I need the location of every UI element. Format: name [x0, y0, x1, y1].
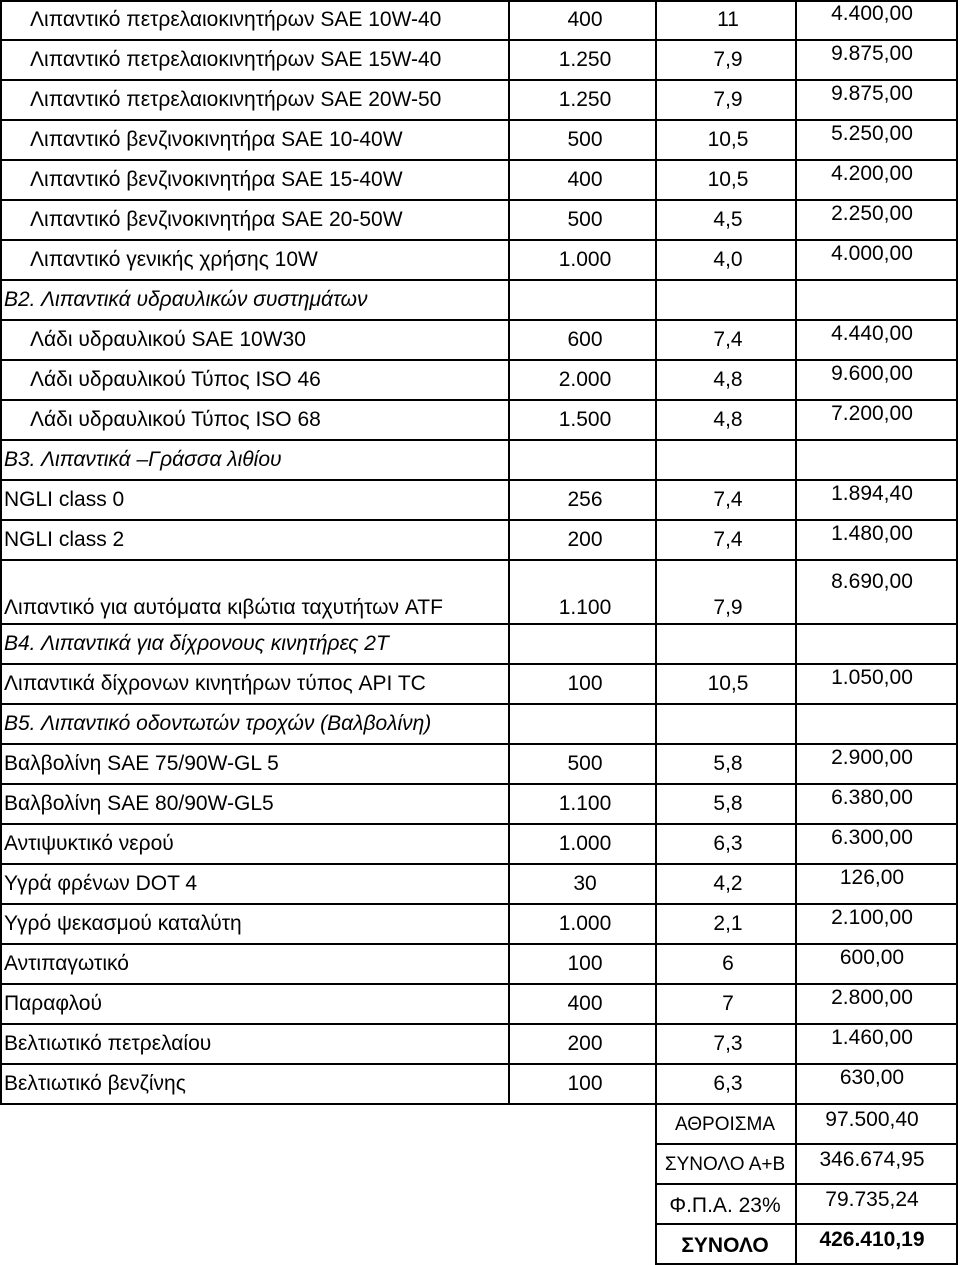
item-unit-price: 7,3 — [713, 1032, 743, 1055]
row-divider — [0, 743, 958, 745]
item-quantity: 400 — [567, 992, 603, 1015]
section-heading-row — [0, 440, 960, 480]
row-divider — [0, 943, 958, 945]
item-quantity: 200 — [567, 1032, 603, 1055]
row-divider — [0, 703, 958, 705]
row-divider — [0, 519, 958, 521]
item-description: Λάδι υδραυλικού Τύπος ISO 68 — [30, 408, 321, 431]
item-unit-price: 7,9 — [713, 48, 743, 71]
item-quantity: 100 — [567, 952, 603, 975]
section-title: Β3. Λιπαντικά –Γράσσα λιθίου — [4, 448, 282, 471]
table-row — [0, 480, 960, 520]
item-quantity: 600 — [567, 328, 603, 351]
row-divider — [0, 663, 958, 665]
item-description: Βαλβολίνη SAE 80/90W-GL5 — [4, 792, 274, 815]
item-unit-price: 10,5 — [707, 128, 749, 151]
table-row — [0, 984, 960, 1024]
row-divider — [0, 279, 958, 281]
table-row — [0, 0, 960, 40]
item-unit-price: 7,4 — [713, 328, 743, 351]
item-unit-price: 10,5 — [707, 672, 749, 695]
row-divider — [0, 783, 958, 785]
row-divider — [0, 79, 958, 81]
item-unit-price: 7,4 — [713, 488, 743, 511]
item-total: 4.440,00 — [831, 322, 913, 345]
item-description: Βαλβολίνη SAE 75/90W-GL 5 — [4, 752, 279, 775]
item-quantity: 1.000 — [558, 248, 612, 271]
row-divider — [0, 559, 958, 561]
section-title: Β5. Λιπαντικό οδοντωτών τροχών (Βαλβολίνη) — [4, 712, 432, 735]
item-unit-price: 4,8 — [713, 408, 743, 431]
item-description: Λάδι υδραυλικού Τύπος ISO 46 — [30, 368, 321, 391]
item-unit-price: 2,1 — [713, 912, 743, 935]
item-total: 600,00 — [839, 946, 905, 969]
item-description: Λιπαντικό για αυτόματα κιβώτια ταχυτήτων ATF — [4, 596, 443, 619]
row-divider — [0, 479, 958, 481]
item-total: 8.690,00 — [831, 570, 913, 593]
item-quantity: 100 — [567, 672, 603, 695]
item-total: 126,00 — [839, 866, 905, 889]
item-quantity: 1.100 — [558, 792, 612, 815]
item-total: 9.875,00 — [831, 82, 913, 105]
item-total: 9.600,00 — [831, 362, 913, 385]
summary-divider — [655, 1223, 958, 1225]
item-total: 4.000,00 — [831, 242, 913, 265]
item-total: 1.050,00 — [831, 666, 913, 689]
item-unit-price: 7 — [722, 992, 734, 1015]
item-unit-price: 4,2 — [713, 872, 743, 895]
row-divider — [0, 159, 958, 161]
row-divider — [0, 119, 958, 121]
summary-divider — [655, 1143, 958, 1145]
item-unit-price: 5,8 — [713, 792, 743, 815]
table-row — [0, 864, 960, 904]
table-row — [0, 400, 960, 440]
item-quantity: 1.250 — [558, 88, 612, 111]
table-row — [0, 320, 960, 360]
item-description: Λιπαντικά δίχρονων κινητήρων τύπος API TC — [4, 672, 426, 695]
item-quantity: 400 — [567, 168, 603, 191]
item-total: 6.380,00 — [831, 786, 913, 809]
item-total: 1.480,00 — [831, 522, 913, 545]
item-description: Λιπαντικό βενζινοκινητήρα SAE 10-40W — [30, 128, 403, 151]
row-divider — [0, 319, 958, 321]
item-description: NGLI class 2 — [4, 528, 125, 551]
table-row — [0, 944, 960, 984]
item-quantity: 400 — [567, 8, 603, 31]
item-total: 4.400,00 — [831, 2, 913, 25]
section-heading-row — [0, 280, 960, 320]
table-row — [0, 120, 960, 160]
table-row — [0, 904, 960, 944]
item-quantity: 1.100 — [558, 596, 612, 619]
item-description: NGLI class 0 — [4, 488, 125, 511]
item-quantity: 30 — [573, 872, 597, 895]
summary-value: 426.410,19 — [819, 1228, 925, 1251]
summary-label: ΑΘΡΟΙΣΜΑ — [674, 1114, 776, 1135]
item-quantity: 1.000 — [558, 832, 612, 855]
table-row — [0, 40, 960, 80]
row-divider — [0, 823, 958, 825]
item-unit-price: 6 — [722, 952, 734, 975]
row-divider — [0, 903, 958, 905]
row-divider — [0, 623, 958, 625]
item-total: 2.800,00 — [831, 986, 913, 1009]
row-divider — [0, 983, 958, 985]
item-unit-price: 7,4 — [713, 528, 743, 551]
item-quantity: 1.500 — [558, 408, 612, 431]
summary-label: ΣΥΝΟΛΟ — [681, 1234, 769, 1257]
item-total: 1.894,40 — [831, 482, 913, 505]
item-quantity: 2.000 — [558, 368, 612, 391]
item-description: Βελτιωτικό βενζίνης — [4, 1072, 186, 1095]
table-row — [0, 240, 960, 280]
item-description: Υγρό ψεκασμού καταλύτη — [4, 912, 242, 935]
item-quantity: 500 — [567, 208, 603, 231]
row-divider — [0, 399, 958, 401]
row-divider — [0, 1103, 958, 1105]
table-row — [0, 200, 960, 240]
item-unit-price: 7,9 — [713, 596, 743, 619]
item-description: Λιπαντικό πετρελαιοκινητήρων SAE 20W-50 — [30, 88, 442, 111]
item-total: 9.875,00 — [831, 42, 913, 65]
item-unit-price: 4,5 — [713, 208, 743, 231]
table-row — [0, 664, 960, 704]
row-divider — [0, 239, 958, 241]
item-quantity: 1.250 — [558, 48, 612, 71]
table-row — [0, 80, 960, 120]
section-title: Β4. Λιπαντικά για δίχρονους κινητήρες 2Τ — [4, 632, 389, 655]
item-quantity: 100 — [567, 1072, 603, 1095]
item-total: 6.300,00 — [831, 826, 913, 849]
item-description: Λιπαντικό πετρελαιοκινητήρων SAE 10W-40 — [30, 8, 442, 31]
item-description: Λιπαντικό πετρελαιοκινητήρων SAE 15W-40 — [30, 48, 442, 71]
table-row — [0, 520, 960, 560]
summary-value: 346.674,95 — [819, 1148, 925, 1171]
row-divider — [0, 39, 958, 41]
section-title: Β2. Λιπαντικά υδραυλικών συστημάτων — [4, 288, 368, 311]
item-description: Λάδι υδραυλικού SAE 10W30 — [30, 328, 306, 351]
summary-value: 97.500,40 — [825, 1108, 919, 1131]
table-row — [0, 1024, 960, 1064]
table-row — [0, 360, 960, 400]
item-total: 2.900,00 — [831, 746, 913, 769]
item-unit-price: 6,3 — [713, 832, 743, 855]
row-divider — [0, 439, 958, 441]
item-quantity: 256 — [567, 488, 603, 511]
section-heading-row — [0, 704, 960, 744]
table-row — [0, 784, 960, 824]
item-description: Παραφλού — [4, 992, 102, 1015]
table-row — [0, 160, 960, 200]
item-unit-price: 11 — [717, 8, 739, 31]
item-unit-price: 10,5 — [707, 168, 749, 191]
item-quantity: 500 — [567, 752, 603, 775]
summary-value: 79.735,24 — [825, 1188, 919, 1211]
item-quantity: 200 — [567, 528, 603, 551]
row-divider — [0, 1023, 958, 1025]
item-description: Αντιπαγωτικό — [4, 952, 129, 975]
table-row — [0, 824, 960, 864]
item-description: Βελτιωτικό πετρελαίου — [4, 1032, 212, 1055]
item-quantity: 1.000 — [558, 912, 612, 935]
item-unit-price: 5,8 — [713, 752, 743, 775]
item-total: 2.100,00 — [831, 906, 913, 929]
item-description: Υγρά φρένων DOT 4 — [4, 872, 198, 895]
table-row — [0, 560, 960, 624]
row-divider — [0, 863, 958, 865]
summary-label: Φ.Π.Α. 23% — [669, 1194, 781, 1217]
row-divider — [0, 359, 958, 361]
table-row — [0, 1064, 960, 1104]
item-unit-price: 4,0 — [713, 248, 743, 271]
summary-label: ΣΥΝΟΛΟ Α+Β — [664, 1154, 786, 1175]
item-unit-price: 7,9 — [713, 88, 743, 111]
item-description: Λιπαντικό γενικής χρήσης 10W — [30, 248, 318, 271]
row-divider — [0, 199, 958, 201]
item-total: 5.250,00 — [831, 122, 913, 145]
item-unit-price: 4,8 — [713, 368, 743, 391]
item-total: 4.200,00 — [831, 162, 913, 185]
item-unit-price: 6,3 — [713, 1072, 743, 1095]
section-heading-row — [0, 624, 960, 664]
item-description: Αντιψυκτικό νερού — [4, 832, 174, 855]
item-total: 2.250,00 — [831, 202, 913, 225]
summary-divider — [655, 1183, 958, 1185]
item-description: Λιπαντικό βενζινοκινητήρα SAE 20-50W — [30, 208, 403, 231]
item-total: 7.200,00 — [831, 402, 913, 425]
item-quantity: 500 — [567, 128, 603, 151]
item-description: Λιπαντικό βενζινοκινητήρα SAE 15-40W — [30, 168, 403, 191]
table-row — [0, 744, 960, 784]
item-total: 1.460,00 — [831, 1026, 913, 1049]
item-total: 630,00 — [839, 1066, 905, 1089]
row-divider — [0, 1063, 958, 1065]
